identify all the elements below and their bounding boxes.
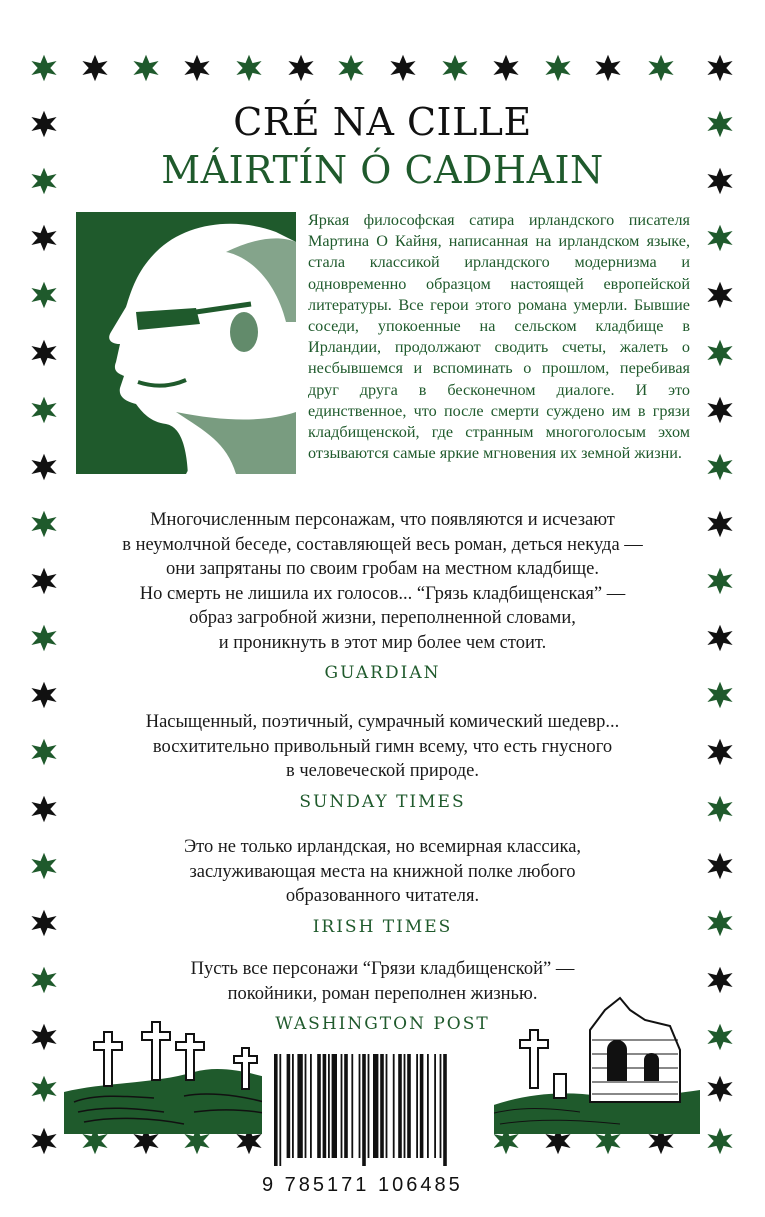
six-point-star-icon: [30, 281, 58, 309]
six-point-star-icon: [706, 1075, 734, 1103]
six-point-star-icon: [30, 1127, 58, 1155]
barcode-bar: [287, 1054, 291, 1158]
six-point-star-icon: [30, 795, 58, 823]
six-point-star-icon: [492, 54, 520, 82]
barcode-bar: [440, 1054, 442, 1158]
book-synopsis: Яркая философская сатира ирландского писателя Мартина О Кайня, написанная на ирландском языке, стала классикой ирландского модернизма и одновременно образцом настоящей европейской литературы. Все герои этого романа умерли. Бывшие соседи, упокоенные на сельском кладбище в Ирландии, продолжают сводить счеты, жалеть о несбывшемся и вспоминать о прошлом, перебивая друг друга в бесконечном диалоге. И это единственное, что после смерти суждено им в грязи кладбищенской, где странным многоголосым эхом отзываются самые яркие мгновения их земной жизни.: [308, 211, 690, 463]
review-source: WASHINGTON POST: [275, 1014, 490, 1034]
six-point-star-icon: [441, 54, 469, 82]
barcode-bar: [380, 1054, 384, 1158]
six-point-star-icon: [30, 624, 58, 652]
six-point-star-icon: [544, 54, 572, 82]
six-point-star-icon: [30, 510, 58, 538]
graveyard-crosses-illustration: [64, 1012, 284, 1134]
barcode-bar: [420, 1054, 424, 1158]
barcode-bar: [386, 1054, 388, 1158]
six-point-star-icon: [706, 339, 734, 367]
six-point-star-icon: [81, 54, 109, 82]
review-quote: Насыщенный, поэтичный, сумрачный комический шедевр... восхитительно привольный гимн всему, что есть гнусного в человеческой природе.: [145, 712, 620, 781]
six-point-star-icon: [30, 453, 58, 481]
review-quote: Многочисленным персонажам, что появляются и исчезают в неумолчной беседе, составляющей весь роман, деться некуда — они запрятаны по своим гробам на местном кладбище. Но смерть не лишила их голосов... “Грязь кладбищенская” — образ загробной жизни, переполненной словами, и проникнуть в этот мир более чем стоит.: [122, 510, 643, 653]
six-point-star-icon: [706, 224, 734, 252]
barcode-bar: [341, 1054, 343, 1158]
review-source: SUNDAY TIMES: [299, 791, 466, 812]
six-point-star-icon: [30, 909, 58, 937]
six-point-star-icon: [30, 396, 58, 424]
six-point-star-icon: [30, 738, 58, 766]
six-point-star-icon: [706, 966, 734, 994]
barcode-bar: [279, 1054, 281, 1166]
six-point-star-icon: [706, 453, 734, 481]
author-name: MÁIRTÍN Ó CADHAIN: [161, 148, 604, 192]
six-point-star-icon: [706, 567, 734, 595]
six-point-star-icon: [706, 795, 734, 823]
six-point-star-icon: [337, 54, 365, 82]
review-quote: Это не только ирландская, но всемирная классика, заслуживающая места на книжной полке любого образованного читателя.: [183, 837, 582, 906]
six-point-star-icon: [132, 54, 160, 82]
six-point-star-icon: [706, 681, 734, 709]
six-point-star-icon: [30, 1023, 58, 1051]
six-point-star-icon: [30, 224, 58, 252]
barcode-bar: [404, 1054, 406, 1158]
ruined-church-illustration: [480, 990, 700, 1134]
author-portrait-icon: [76, 212, 296, 474]
barcode-bar: [373, 1054, 378, 1158]
six-point-star-icon: [30, 852, 58, 880]
barcode-bar: [434, 1054, 436, 1158]
six-point-star-icon: [706, 396, 734, 424]
six-point-star-icon: [706, 852, 734, 880]
six-point-star-icon: [706, 1023, 734, 1051]
barcode-bar: [328, 1054, 330, 1158]
review-source: IRISH TIMES: [312, 916, 453, 937]
six-point-star-icon: [647, 54, 675, 82]
isbn-number: 9 785171 106485: [262, 1174, 463, 1196]
six-point-star-icon: [389, 54, 417, 82]
barcode-bar: [310, 1054, 312, 1158]
book-title: CRÉ NA CILLE: [233, 100, 532, 144]
six-point-star-icon: [706, 54, 734, 82]
isbn-barcode: [262, 1050, 494, 1200]
barcode-bar: [323, 1054, 327, 1158]
barcode-bar: [317, 1054, 321, 1158]
six-point-star-icon: [30, 339, 58, 367]
six-point-star-icon: [706, 281, 734, 309]
six-point-star-icon: [706, 624, 734, 652]
barcode-bar: [274, 1054, 278, 1166]
six-point-star-icon: [706, 738, 734, 766]
barcode-bar: [427, 1054, 429, 1158]
review-quote: Пусть все персонажи “Грязи кладбищенской” — покойники, роман переполнен жизнью.: [190, 959, 575, 1004]
barcode-bar: [393, 1054, 395, 1158]
six-point-star-icon: [706, 510, 734, 538]
six-point-star-icon: [287, 54, 315, 82]
six-point-star-icon: [30, 681, 58, 709]
six-point-star-icon: [183, 54, 211, 82]
barcode-bar: [407, 1054, 411, 1158]
barcode-bar: [368, 1054, 370, 1158]
six-point-star-icon: [235, 54, 263, 82]
review-guardian: [85, 508, 680, 686]
barcode-bar: [351, 1054, 353, 1158]
six-point-star-icon: [30, 54, 58, 82]
barcode-bar: [359, 1054, 361, 1158]
six-point-star-icon: [30, 567, 58, 595]
author-portrait: [76, 212, 296, 474]
barcode-bar: [297, 1054, 302, 1158]
barcode-bar: [292, 1054, 294, 1158]
six-point-star-icon: [706, 909, 734, 937]
barcode-bar: [344, 1054, 348, 1158]
review-irish-times: [85, 835, 680, 939]
six-point-star-icon: [30, 1075, 58, 1103]
barcode-bar: [416, 1054, 418, 1158]
review-sunday-times: [85, 710, 680, 814]
barcode-bars: [262, 1050, 494, 1168]
barcode-bar: [398, 1054, 402, 1158]
barcode-bar: [362, 1054, 366, 1166]
six-point-star-icon: [594, 54, 622, 82]
six-point-star-icon: [30, 966, 58, 994]
review-source: GUARDIAN: [324, 663, 441, 683]
barcode-bar: [305, 1054, 307, 1158]
barcode-bar: [443, 1054, 447, 1166]
barcode-bar: [332, 1054, 337, 1158]
six-point-star-icon: [706, 1127, 734, 1155]
